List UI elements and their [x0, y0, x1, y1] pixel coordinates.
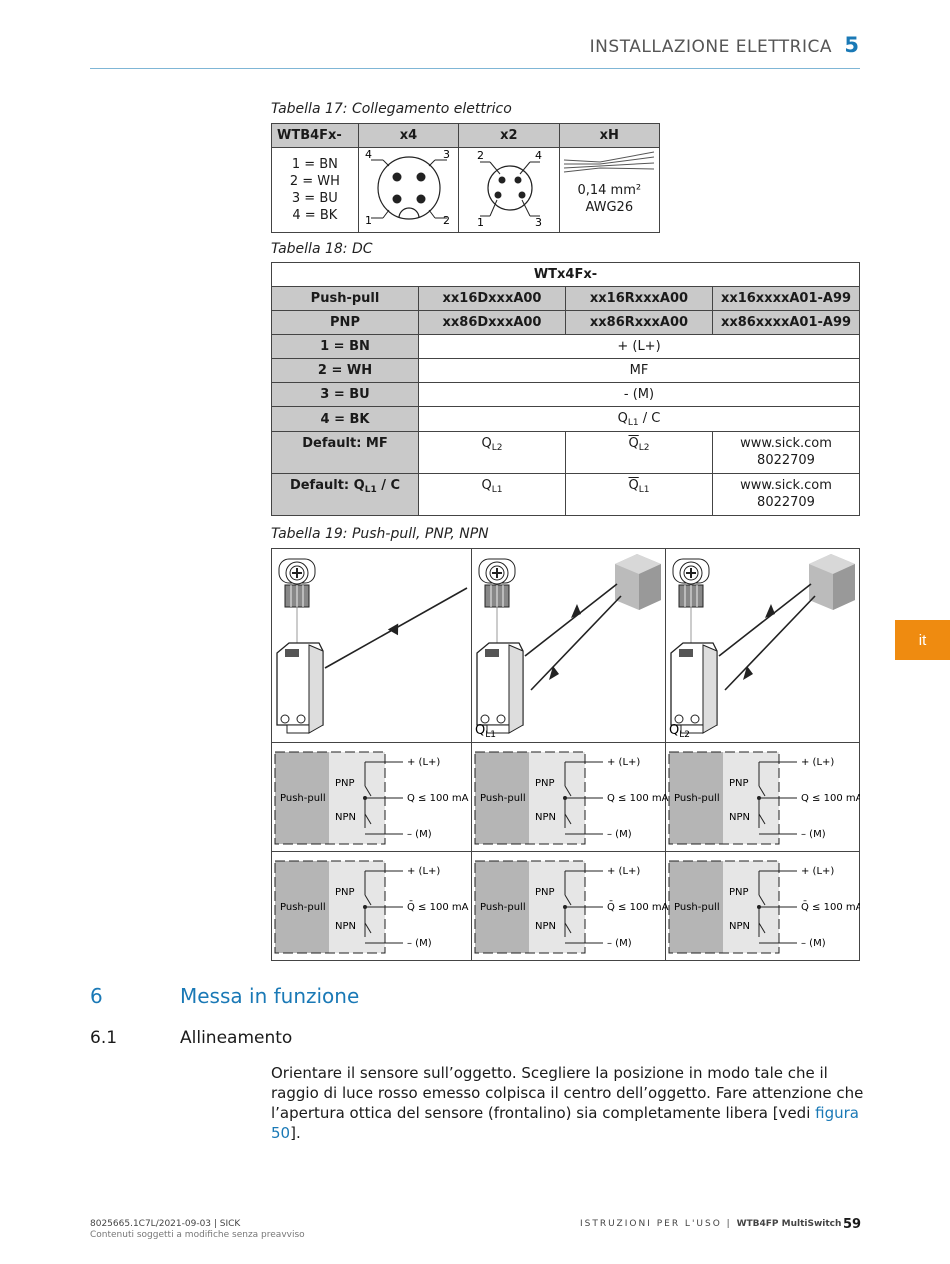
table18-caption: Tabella 18: DC — [271, 241, 373, 257]
table-row — [272, 287, 860, 311]
t17-header-model: WTB4Fx- — [272, 124, 359, 148]
svg-text:NPN: NPN — [335, 812, 356, 823]
table-cell: xx86xxxxA01-A99 — [713, 311, 860, 335]
svg-text:Push-pull: Push-pull — [674, 902, 720, 913]
pin-4: 4 = BK — [292, 208, 338, 223]
body-paragraph — [271, 1063, 866, 1143]
svg-text:Push-pull: Push-pull — [280, 902, 326, 913]
table-cell: xx16DxxxA00 — [419, 287, 566, 311]
svg-text:Q̄ ≤ 100 mA: Q̄ ≤ 100 mA — [607, 902, 669, 913]
svg-text:NPN: NPN — [729, 812, 750, 823]
t17-header-xh: xH — [559, 124, 659, 148]
table-cell: xx86DxxxA00 — [419, 311, 566, 335]
svg-text:– (M): – (M) — [801, 938, 826, 949]
output-label-ql1: $Q_{L1}$ — [475, 723, 496, 740]
section-number: 6 — [90, 984, 103, 1008]
table-row — [272, 432, 860, 474]
x2-label-4: 4 — [534, 149, 542, 162]
svg-text:– (M): – (M) — [801, 829, 826, 840]
x4-label-4: 4 — [365, 148, 373, 161]
svg-text:– (M): – (M) — [607, 938, 632, 949]
table-cell: + (L+) — [419, 335, 860, 359]
website-text: www.sick.com — [740, 436, 832, 451]
object-cube-icon — [809, 554, 855, 610]
t18-row-label: 1 = BN — [272, 335, 419, 359]
svg-text:NPN: NPN — [535, 921, 556, 932]
svg-text:Q ≤ 100 mA: Q ≤ 100 mA — [607, 793, 669, 804]
table17-caption: Tabella 17: Collegamento elettrico — [271, 101, 512, 117]
table-cell — [566, 432, 713, 474]
table-cell: xx86RxxxA00 — [566, 311, 713, 335]
output-label-ql2: $Q_{L2}$ — [669, 723, 690, 740]
svg-text:+ (L+): + (L+) — [407, 866, 441, 877]
x2-connector-diagram — [460, 148, 558, 228]
t18-row-label: 2 = WH — [272, 359, 419, 383]
t17-header-x4: x4 — [358, 124, 458, 148]
label-text: Default: Q — [289, 478, 365, 493]
language-tab[interactable]: it — [895, 620, 950, 660]
svg-text:PNP: PNP — [535, 887, 555, 898]
table-cell — [419, 432, 566, 474]
xh-cable-cell — [559, 148, 659, 233]
q-subscript: L2 — [638, 443, 650, 453]
x2-label-1: 1 — [476, 216, 484, 228]
pin-2: 2 = WH — [289, 174, 340, 189]
q-symbol-inverted: $\overline{Q}$ — [628, 436, 639, 451]
svg-text:Push-pull: Push-pull — [280, 793, 326, 804]
running-header-title: INSTALLAZIONE ELETTRICA — [589, 37, 832, 57]
switching-diagram — [271, 548, 860, 962]
footer-note: Contenuti soggetti a modifiche senza preavviso — [90, 1230, 305, 1240]
x2-label-3: 3 — [534, 216, 542, 228]
svg-text:NPN: NPN — [535, 812, 556, 823]
table-row — [272, 407, 860, 432]
table19 — [271, 548, 860, 967]
table-row — [272, 383, 860, 407]
svg-text:NPN: NPN — [729, 921, 750, 932]
doc-number: 8022709 — [757, 453, 815, 468]
svg-text:PNP: PNP — [535, 778, 555, 789]
page-number: 59 — [843, 1217, 862, 1232]
svg-text:– (M): – (M) — [407, 829, 432, 840]
x4-label-3: 3 — [443, 148, 451, 161]
cable-awg: AWG26 — [585, 200, 634, 215]
svg-text:Q ≤ 100 mA: Q ≤ 100 mA — [801, 793, 860, 804]
q-subscript: L1 — [638, 485, 650, 495]
figure-link[interactable]: figura 50 — [271, 1104, 859, 1142]
pin-3: 3 = BU — [291, 191, 338, 206]
table17 — [271, 123, 660, 233]
t18-row-label: 3 = BU — [272, 383, 419, 407]
table-row — [272, 335, 860, 359]
svg-text:Q ≤ 100 mA: Q ≤ 100 mA — [407, 793, 469, 804]
svg-text:– (M): – (M) — [607, 829, 632, 840]
table-cell — [566, 474, 713, 516]
x2-connector-cell — [459, 148, 559, 233]
q-subscript: L2 — [491, 443, 503, 453]
t18-row-label: Default: MF — [272, 432, 419, 474]
t18-title: WTx4Fx- — [272, 263, 860, 287]
section-title: Messa in funzione — [180, 984, 360, 1008]
doc-number: 8022709 — [757, 495, 815, 510]
x4-connector-cell — [358, 148, 458, 233]
svg-text:+ (L+): + (L+) — [801, 866, 835, 877]
website-text: www.sick.com — [740, 478, 832, 493]
svg-text:NPN: NPN — [335, 921, 356, 932]
table-row — [272, 474, 860, 516]
table-cell — [713, 474, 860, 516]
paragraph-text: Orientare il sensore sull’oggetto. Scegliere la posizione in modo tale che il raggio di luce rosso emesso colpisca il centro dell’oggetto. Fare attenzione che l’apertura ottica del sensore (frontalino) sia completamente libera [vedi — [271, 1064, 864, 1122]
q-symbol: Q — [481, 436, 492, 451]
footer-manual-label: ISTRUZIONI PER L'USO | — [580, 1219, 737, 1229]
q-symbol: Q — [617, 410, 628, 426]
table-cell: MF — [419, 359, 860, 383]
paragraph-end: ]. — [290, 1124, 301, 1142]
t17-header-x2: x2 — [459, 124, 559, 148]
footer-doc-id: 8025665.1C7L/2021-09-03 | SICK — [90, 1219, 241, 1229]
t18-row-label: Push-pull — [272, 287, 419, 311]
table-cell — [419, 474, 566, 516]
footer-product-name: WTB4FP MultiSwitch — [736, 1219, 842, 1229]
q-symbol-inverted: $\overline{Q}$ — [628, 478, 639, 493]
svg-text:+ (L+): + (L+) — [801, 757, 835, 768]
table-cell: xx16xxxxA01-A99 — [713, 287, 860, 311]
svg-text:PNP: PNP — [729, 778, 749, 789]
svg-text:+ (L+): + (L+) — [407, 757, 441, 768]
q-suffix: / C — [638, 410, 661, 426]
q-subscript: L1 — [364, 485, 377, 495]
x4-label-2: 2 — [443, 214, 451, 227]
svg-text:– (M): – (M) — [407, 938, 432, 949]
svg-text:Push-pull: Push-pull — [480, 793, 526, 804]
cable-icon — [560, 148, 658, 178]
svg-text:Q̄ ≤ 100 mA: Q̄ ≤ 100 mA — [407, 902, 469, 913]
table-cell: - (M) — [419, 383, 860, 407]
x2-label-2: 2 — [476, 149, 484, 162]
label-text: / C — [376, 478, 401, 493]
table19-caption: Tabella 19: Push-pull, PNP, NPN — [271, 526, 489, 542]
chapter-number: 5 — [844, 33, 859, 57]
svg-text:Push-pull: Push-pull — [480, 902, 526, 913]
subsection-number: 6.1 — [90, 1028, 118, 1048]
x4-connector-diagram — [359, 148, 457, 228]
header-rule — [90, 68, 860, 69]
pin-1: 1 = BN — [291, 157, 338, 172]
svg-text:Q̄ ≤ 100 mA: Q̄ ≤ 100 mA — [801, 902, 860, 913]
table-cell: xx16RxxxA00 — [566, 287, 713, 311]
x4-label-1: 1 — [365, 214, 373, 227]
svg-text:PNP: PNP — [729, 887, 749, 898]
svg-text:+ (L+): + (L+) — [607, 757, 641, 768]
q-subscript: L1 — [491, 485, 503, 495]
svg-text:PNP: PNP — [335, 887, 355, 898]
svg-text:PNP: PNP — [335, 778, 355, 789]
table-cell — [713, 432, 860, 474]
subsection-title: Allineamento — [180, 1028, 293, 1048]
t18-row-label — [272, 474, 419, 516]
svg-text:+ (L+): + (L+) — [607, 866, 641, 877]
q-symbol: Q — [481, 478, 492, 493]
q-subscript: L1 — [627, 417, 639, 428]
table-cell — [419, 407, 860, 432]
table-row — [272, 311, 860, 335]
cable-cross-section: 0,14 mm² — [577, 183, 642, 198]
object-cube-icon — [615, 554, 661, 610]
svg-text:Push-pull: Push-pull — [674, 793, 720, 804]
footer-center — [580, 1219, 841, 1229]
t18-row-label: 4 = BK — [272, 407, 419, 432]
table18 — [271, 262, 860, 516]
t18-row-label: PNP — [272, 311, 419, 335]
table-row — [272, 359, 860, 383]
t17-pin-list — [272, 148, 359, 233]
